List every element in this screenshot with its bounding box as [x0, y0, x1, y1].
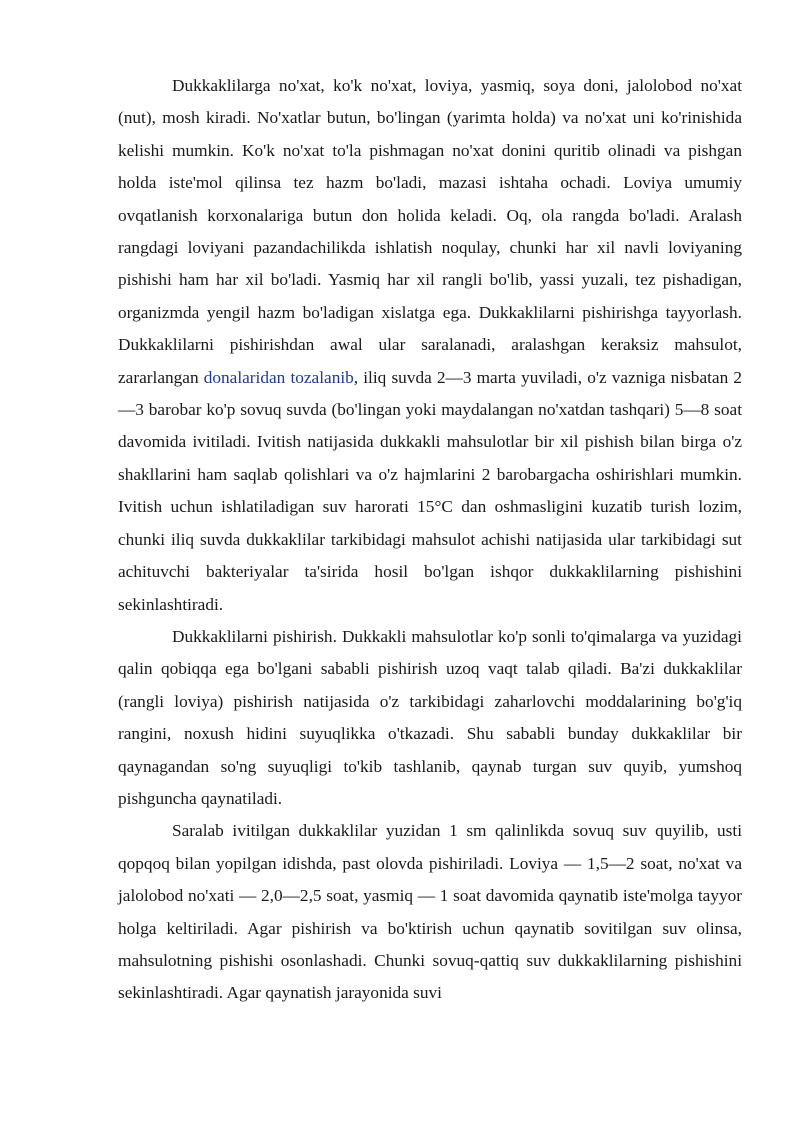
paragraph-text: Dukkaklilarga no'xat, ko'k no'xat, loviya, yasmiq, soya doni, jalolobod no'xat (nut), mosh kiradi. No'xatlar butun, bo'lingan (yarimta holda) va no'xat uni ko'rinishida kelishi mumkin. Ko'k no'xat to'la pishmagan no'xat donini quritib olinadi va pishgan holda iste'mol qilinsa tez hazm bo'ladi, mazasi ishtaha ochadi. Loviya umumiy ovqatlanish korxonalariga butun don holida keladi. Oq, ola rangda bo'ladi. Aralash rangdagi loviyani pazandachilikda ishlatish noqulay, chunki har xil navli loviyaning pishishi ham har xil bo'ladi. Yasmiq har xil rangli bo'lib, yassi yuzali, tez pishadigan, organizmda yengil hazm bo'ladigan xislatga ega. Dukkaklilarni pishirishga tayyorlash. Dukkaklilarni pishirishdan awal ular saralanadi, aralashgan keraksiz mahsulot, zararlangan [118, 76, 742, 387]
paragraph-cooking-legumes: Dukkaklilarni pishirish. Dukkakli mahsulotlar ko'p sonli to'qimalarga va yuzidagi qalin qobiqqa ega bo'lgani sababli pishirish uzoq vaqt talab qiladi. Ba'zi dukkaklilar (rangli loviya) pishirish natijasida o'z tarkibidagi zaharlovchi moddalarining bo'g'iq rangini, noxush hidini suyuqlikka o'tkazadi. Shu sababli bunday dukkaklilar bir qaynagandan so'ng suyuqligi to'kib tashlanib, qaynab turgan suv quyib, yumshoq pishguncha qaynatiladi. [118, 626, 742, 808]
paragraph-legumes-intro [118, 70, 742, 621]
paragraph-boiling-times: Saralab ivitilgan dukkaklilar yuzidan 1 sm qalinlikda sovuq suv quyilib, usti qopqoq bilan yopilgan idishda, past olovda pishiriladi. Loviya — 1,5—2 soat, no'xat va jalolobod no'xati — 2,0—2,5 soat, yasmiq — 1 soat davomida qaynatib iste'molga tayyor holga keltiriladi. Agar pishirish va bo'ktirish uchun qaynatib sovitilgan suv olinsa, mahsulotning pishishi osonlashadi. Chunki sovuq-qattiq suv dukkaklilarning pishishini sekinlashtiradi. Agar qaynatish jarayonida suvi [118, 821, 742, 1003]
paragraph-text: , iliq suvda 2—3 marta yuviladi, o'z vazniga nisbatan 2—3 barobar ko'p sovuq suvda (bo'lingan yoki maydalangan no'xatdan tashqari) 5—8 soat davomida ivitiladi. Ivitish natijasida dukkakli mahsulotlar bir xil pishish bilan birga o'z shakllarini ham saqlab qolishlari va o'z hajmlarini 2 barobargacha oshirishlari mumkin. Ivitish uchun ishlatiladigan suv harorati 15°C dan oshmasligini kuzatib turish lozim, chunki iliq suvda dukkaklilar tarkibidagi mahsulot achishi natijasida ular tarkibidagi sut achituvchi bakteriyalar ta'sirida hosil bo'lgan ishqor dukkaklilarning pishishini sekinlashtiradi. [118, 367, 743, 614]
document-page [118, 70, 742, 1010]
inline-link[interactable]: donalaridan tozalanib [203, 367, 354, 387]
